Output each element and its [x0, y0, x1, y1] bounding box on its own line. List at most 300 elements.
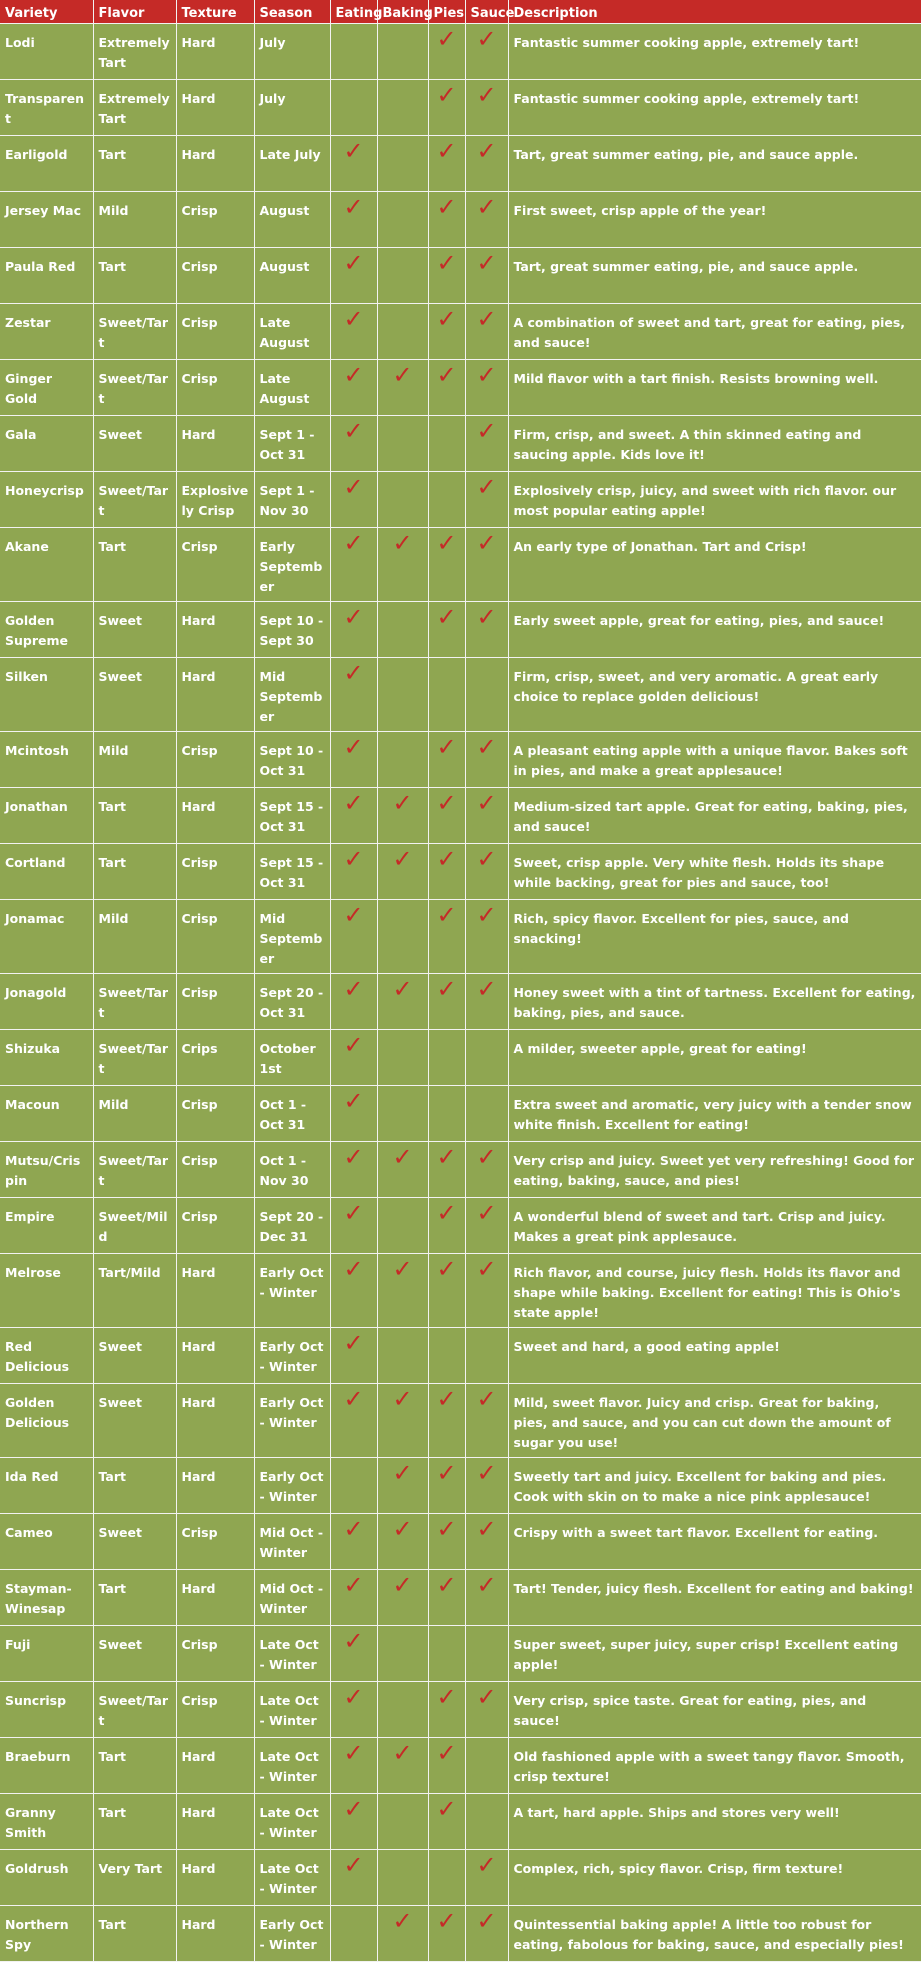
flavor-cell: Sweet/Mild — [93, 1197, 176, 1253]
pies-cell — [428, 1681, 465, 1737]
table-row — [0, 527, 921, 601]
table-row — [0, 787, 921, 843]
texture-cell: Crisp — [176, 191, 254, 247]
description-cell: Rich, spicy flavor. Excellent for pies, sauce, and snacking! — [508, 899, 921, 973]
pies-cell — [428, 1383, 465, 1457]
sauce-cell — [465, 79, 508, 135]
variety-cell: Golden Supreme — [0, 601, 93, 657]
flavor-cell: Tart — [93, 1457, 176, 1513]
variety-cell: Cameo — [0, 1513, 93, 1569]
texture-cell: Crisp — [176, 1197, 254, 1253]
baking-cell — [377, 1383, 428, 1457]
flavor-cell: Tart — [93, 787, 176, 843]
description-cell: Explosively crisp, juicy, and sweet with rich flavor. our most popular eating apple! — [508, 471, 921, 527]
checkmark-icon: ✓ — [476, 1906, 497, 1935]
checkmark-icon: ✓ — [476, 1254, 497, 1283]
checkmark-icon: ✓ — [343, 1142, 364, 1171]
pies-cell — [428, 1569, 465, 1625]
checkmark-icon: ✓ — [436, 974, 457, 1003]
season-cell: Mid Oct - Winter — [254, 1569, 330, 1625]
description-cell: Fantastic summer cooking apple, extremely tart! — [508, 23, 921, 79]
table-row — [0, 657, 921, 731]
checkmark-icon: ✓ — [343, 192, 364, 221]
table-row — [0, 79, 921, 135]
checkmark-icon: ✓ — [392, 1458, 413, 1487]
sauce-cell — [465, 731, 508, 787]
pies-cell — [428, 657, 465, 731]
description-cell: Honey sweet with a tint of tartness. Excellent for eating, baking, pies, and sauce. — [508, 973, 921, 1029]
texture-cell: Crisp — [176, 731, 254, 787]
checkmark-icon: ✓ — [392, 360, 413, 389]
description-cell: Fantastic summer cooking apple, extremely tart! — [508, 79, 921, 135]
eating-cell — [330, 1737, 377, 1793]
flavor-cell: Sweet/Tart — [93, 1141, 176, 1197]
table-row — [0, 191, 921, 247]
checkmark-icon: ✓ — [392, 788, 413, 817]
description-cell: Sweetly tart and juicy. Excellent for baking and pies. Cook with skin on to make a nice pink applesauce! — [508, 1457, 921, 1513]
baking-cell — [377, 1029, 428, 1085]
checkmark-icon: ✓ — [343, 844, 364, 873]
checkmark-icon: ✓ — [476, 24, 497, 53]
eating-cell — [330, 601, 377, 657]
header-baking: Baking — [377, 0, 428, 23]
pies-cell — [428, 79, 465, 135]
checkmark-icon: ✓ — [476, 192, 497, 221]
baking-cell — [377, 899, 428, 973]
description-cell: Complex, rich, spicy flavor. Crisp, firm texture! — [508, 1849, 921, 1905]
description-cell: Mild flavor with a tart finish. Resists browning well. — [508, 359, 921, 415]
variety-cell: Earligold — [0, 135, 93, 191]
checkmark-icon: ✓ — [343, 1682, 364, 1711]
description-cell: A tart, hard apple. Ships and stores very well! — [508, 1793, 921, 1849]
sauce-cell — [465, 1327, 508, 1383]
texture-cell: Hard — [176, 1253, 254, 1327]
table-row — [0, 1849, 921, 1905]
season-cell: Late Oct - Winter — [254, 1793, 330, 1849]
sauce-cell — [465, 1383, 508, 1457]
table-row — [0, 359, 921, 415]
texture-cell: Crisp — [176, 247, 254, 303]
season-cell: July — [254, 79, 330, 135]
checkmark-icon: ✓ — [476, 1682, 497, 1711]
variety-cell: Macoun — [0, 1085, 93, 1141]
baking-cell — [377, 1681, 428, 1737]
baking-cell — [377, 1197, 428, 1253]
description-cell: Mild, sweet flavor. Juicy and crisp. Great for baking, pies, and sauce, and you can cut down the amount of sugar you use! — [508, 1383, 921, 1457]
sauce-cell — [465, 973, 508, 1029]
checkmark-icon: ✓ — [343, 1328, 364, 1357]
baking-cell — [377, 601, 428, 657]
description-cell: Very crisp and juicy. Sweet yet very refreshing! Good for eating, baking, sauce, and pies! — [508, 1141, 921, 1197]
season-cell: Early Oct - Winter — [254, 1253, 330, 1327]
texture-cell: Crisp — [176, 359, 254, 415]
flavor-cell: Sweet/Tart — [93, 1681, 176, 1737]
sauce-cell — [465, 1737, 508, 1793]
eating-cell — [330, 1197, 377, 1253]
sauce-cell — [465, 303, 508, 359]
eating-cell — [330, 79, 377, 135]
table-row — [0, 1253, 921, 1327]
table-row — [0, 471, 921, 527]
pies-cell — [428, 1457, 465, 1513]
pies-cell — [428, 359, 465, 415]
description-cell: A combination of sweet and tart, great for eating, pies, and sauce! — [508, 303, 921, 359]
table-row — [0, 1141, 921, 1197]
checkmark-icon: ✓ — [343, 1384, 364, 1413]
checkmark-icon: ✓ — [343, 1030, 364, 1059]
flavor-cell: Sweet/Tart — [93, 471, 176, 527]
checkmark-icon: ✓ — [436, 136, 457, 165]
checkmark-icon: ✓ — [476, 472, 497, 501]
variety-cell: Jersey Mac — [0, 191, 93, 247]
table-row — [0, 1029, 921, 1085]
season-cell: Mid Oct - Winter — [254, 1513, 330, 1569]
pies-cell — [428, 843, 465, 899]
table-row — [0, 303, 921, 359]
pies-cell — [428, 787, 465, 843]
season-cell: Sept 1 - Nov 30 — [254, 471, 330, 527]
table-row — [0, 1681, 921, 1737]
table-row — [0, 843, 921, 899]
variety-cell: Akane — [0, 527, 93, 601]
eating-cell — [330, 1327, 377, 1383]
checkmark-icon: ✓ — [436, 1738, 457, 1767]
sauce-cell — [465, 1681, 508, 1737]
flavor-cell: Mild — [93, 899, 176, 973]
pies-cell — [428, 1513, 465, 1569]
texture-cell: Crisp — [176, 1085, 254, 1141]
baking-cell — [377, 415, 428, 471]
baking-cell — [377, 1327, 428, 1383]
checkmark-icon: ✓ — [343, 900, 364, 929]
checkmark-icon: ✓ — [343, 304, 364, 333]
checkmark-icon: ✓ — [392, 974, 413, 1003]
pies-cell — [428, 1029, 465, 1085]
checkmark-icon: ✓ — [476, 732, 497, 761]
variety-cell: Stayman-Winesap — [0, 1569, 93, 1625]
eating-cell — [330, 1029, 377, 1085]
season-cell: Late Oct - Winter — [254, 1849, 330, 1905]
baking-cell — [377, 1085, 428, 1141]
description-cell: Tart, great summer eating, pie, and sauce apple. — [508, 247, 921, 303]
sauce-cell — [465, 899, 508, 973]
description-cell: Firm, crisp, and sweet. A thin skinned eating and saucing apple. Kids love it! — [508, 415, 921, 471]
flavor-cell: Mild — [93, 191, 176, 247]
checkmark-icon: ✓ — [436, 360, 457, 389]
checkmark-icon: ✓ — [343, 974, 364, 1003]
sauce-cell — [465, 1513, 508, 1569]
pies-cell — [428, 135, 465, 191]
checkmark-icon: ✓ — [343, 416, 364, 445]
checkmark-icon: ✓ — [343, 602, 364, 631]
checkmark-icon: ✓ — [343, 528, 364, 557]
baking-cell — [377, 843, 428, 899]
table-row — [0, 1197, 921, 1253]
description-cell: Crispy with a sweet tart flavor. Excellent for eating. — [508, 1513, 921, 1569]
season-cell: Oct 1 - Oct 31 — [254, 1085, 330, 1141]
checkmark-icon: ✓ — [436, 844, 457, 873]
checkmark-icon: ✓ — [343, 658, 364, 687]
header-description: Description — [508, 0, 921, 23]
table-row — [0, 899, 921, 973]
checkmark-icon: ✓ — [476, 1384, 497, 1413]
eating-cell — [330, 303, 377, 359]
description-cell: A wonderful blend of sweet and tart. Crisp and juicy. Makes a great pink applesauce. — [508, 1197, 921, 1253]
checkmark-icon: ✓ — [343, 1086, 364, 1115]
flavor-cell: Sweet — [93, 1625, 176, 1681]
eating-cell — [330, 1569, 377, 1625]
checkmark-icon: ✓ — [392, 1514, 413, 1543]
baking-cell — [377, 1737, 428, 1793]
variety-cell: Fuji — [0, 1625, 93, 1681]
pies-cell — [428, 527, 465, 601]
pies-cell — [428, 731, 465, 787]
checkmark-icon: ✓ — [392, 1384, 413, 1413]
pies-cell — [428, 191, 465, 247]
variety-cell: Cortland — [0, 843, 93, 899]
checkmark-icon: ✓ — [343, 248, 364, 277]
flavor-cell: Tart — [93, 247, 176, 303]
season-cell: Early Oct - Winter — [254, 1905, 330, 1961]
season-cell: Late August — [254, 359, 330, 415]
eating-cell — [330, 247, 377, 303]
baking-cell — [377, 135, 428, 191]
baking-cell — [377, 1141, 428, 1197]
checkmark-icon: ✓ — [476, 974, 497, 1003]
eating-cell — [330, 191, 377, 247]
baking-cell — [377, 23, 428, 79]
season-cell: Late Oct - Winter — [254, 1737, 330, 1793]
baking-cell — [377, 1513, 428, 1569]
texture-cell: Crisp — [176, 303, 254, 359]
baking-cell — [377, 247, 428, 303]
pies-cell — [428, 1197, 465, 1253]
texture-cell: Hard — [176, 1383, 254, 1457]
pies-cell — [428, 471, 465, 527]
eating-cell — [330, 1513, 377, 1569]
eating-cell — [330, 527, 377, 601]
checkmark-icon: ✓ — [476, 304, 497, 333]
eating-cell — [330, 787, 377, 843]
checkmark-icon: ✓ — [436, 1142, 457, 1171]
header-sauce: Sauce — [465, 0, 508, 23]
checkmark-icon: ✓ — [476, 1850, 497, 1879]
season-cell: Sept 15 - Oct 31 — [254, 843, 330, 899]
description-cell: Firm, crisp, sweet, and very aromatic. A great early choice to replace golden delicious! — [508, 657, 921, 731]
flavor-cell: Sweet — [93, 1383, 176, 1457]
description-cell: Tart, great summer eating, pie, and sauce apple. — [508, 135, 921, 191]
pies-cell — [428, 303, 465, 359]
season-cell: Mid September — [254, 899, 330, 973]
checkmark-icon: ✓ — [476, 80, 497, 109]
description-cell: Very crisp, spice taste. Great for eating, pies, and sauce! — [508, 1681, 921, 1737]
checkmark-icon: ✓ — [436, 1254, 457, 1283]
texture-cell: Explosively Crisp — [176, 471, 254, 527]
sauce-cell — [465, 135, 508, 191]
season-cell: Mid September — [254, 657, 330, 731]
header-texture: Texture — [176, 0, 254, 23]
header-flavor: Flavor — [93, 0, 176, 23]
sauce-cell — [465, 471, 508, 527]
checkmark-icon: ✓ — [476, 360, 497, 389]
pies-cell — [428, 1253, 465, 1327]
variety-cell: Granny Smith — [0, 1793, 93, 1849]
season-cell: Sept 20 - Oct 31 — [254, 973, 330, 1029]
sauce-cell — [465, 415, 508, 471]
sauce-cell — [465, 359, 508, 415]
description-cell: Medium-sized tart apple. Great for eating, baking, pies, and sauce! — [508, 787, 921, 843]
flavor-cell: Sweet — [93, 415, 176, 471]
pies-cell — [428, 1737, 465, 1793]
variety-cell: Suncrisp — [0, 1681, 93, 1737]
eating-cell — [330, 899, 377, 973]
season-cell: Early September — [254, 527, 330, 601]
pies-cell — [428, 1849, 465, 1905]
variety-cell: Silken — [0, 657, 93, 731]
flavor-cell: Tart — [93, 1793, 176, 1849]
flavor-cell: Tart — [93, 1905, 176, 1961]
flavor-cell: Sweet — [93, 601, 176, 657]
checkmark-icon: ✓ — [343, 1514, 364, 1543]
table-body — [0, 23, 921, 1961]
baking-cell — [377, 527, 428, 601]
eating-cell — [330, 1905, 377, 1961]
eating-cell — [330, 1383, 377, 1457]
texture-cell: Hard — [176, 1905, 254, 1961]
variety-cell: Honeycrisp — [0, 471, 93, 527]
table-row — [0, 247, 921, 303]
flavor-cell: Tart/Mild — [93, 1253, 176, 1327]
texture-cell: Hard — [176, 787, 254, 843]
baking-cell — [377, 1569, 428, 1625]
sauce-cell — [465, 1905, 508, 1961]
description-cell: Rich flavor, and course, juicy flesh. Holds its flavor and shape while baking. Excellent for eating! This is Ohio's state apple! — [508, 1253, 921, 1327]
variety-cell: Red Delicious — [0, 1327, 93, 1383]
season-cell: August — [254, 247, 330, 303]
description-cell: Quintessential baking apple! A little too robust for eating, fabolous for baking, sauce, and especially pies! — [508, 1905, 921, 1961]
season-cell: Late August — [254, 303, 330, 359]
description-cell: A milder, sweeter apple, great for eating! — [508, 1029, 921, 1085]
variety-cell: Ida Red — [0, 1457, 93, 1513]
season-cell: Sept 10 - Oct 31 — [254, 731, 330, 787]
table-row — [0, 1625, 921, 1681]
texture-cell: Hard — [176, 657, 254, 731]
texture-cell: Crips — [176, 1029, 254, 1085]
sauce-cell — [465, 787, 508, 843]
flavor-cell: Mild — [93, 731, 176, 787]
texture-cell: Crisp — [176, 1141, 254, 1197]
header-eating: Eating — [330, 0, 377, 23]
checkmark-icon: ✓ — [436, 24, 457, 53]
pies-cell — [428, 23, 465, 79]
baking-cell — [377, 191, 428, 247]
description-cell: First sweet, crisp apple of the year! — [508, 191, 921, 247]
table-row — [0, 135, 921, 191]
baking-cell — [377, 359, 428, 415]
pies-cell — [428, 601, 465, 657]
variety-cell: Lodi — [0, 23, 93, 79]
season-cell: Late Oct - Winter — [254, 1681, 330, 1737]
flavor-cell: Sweet/Tart — [93, 1029, 176, 1085]
variety-cell: Jonamac — [0, 899, 93, 973]
season-cell: Sept 15 - Oct 31 — [254, 787, 330, 843]
checkmark-icon: ✓ — [436, 732, 457, 761]
checkmark-icon: ✓ — [343, 472, 364, 501]
season-cell: Sept 10 - Sept 30 — [254, 601, 330, 657]
checkmark-icon: ✓ — [476, 136, 497, 165]
table-row — [0, 1513, 921, 1569]
baking-cell — [377, 731, 428, 787]
variety-cell: Mutsu/Crispin — [0, 1141, 93, 1197]
checkmark-icon: ✓ — [476, 844, 497, 873]
eating-cell — [330, 1141, 377, 1197]
texture-cell: Hard — [176, 1569, 254, 1625]
checkmark-icon: ✓ — [343, 788, 364, 817]
checkmark-icon: ✓ — [436, 528, 457, 557]
baking-cell — [377, 657, 428, 731]
checkmark-icon: ✓ — [436, 1794, 457, 1823]
checkmark-icon: ✓ — [436, 1570, 457, 1599]
checkmark-icon: ✓ — [343, 1198, 364, 1227]
baking-cell — [377, 79, 428, 135]
table-row — [0, 1569, 921, 1625]
eating-cell — [330, 731, 377, 787]
eating-cell — [330, 23, 377, 79]
checkmark-icon: ✓ — [392, 528, 413, 557]
header-season: Season — [254, 0, 330, 23]
checkmark-icon: ✓ — [436, 1514, 457, 1543]
sauce-cell — [465, 1141, 508, 1197]
eating-cell — [330, 415, 377, 471]
baking-cell — [377, 973, 428, 1029]
texture-cell: Hard — [176, 23, 254, 79]
baking-cell — [377, 1625, 428, 1681]
texture-cell: Hard — [176, 79, 254, 135]
season-cell: August — [254, 191, 330, 247]
sauce-cell — [465, 527, 508, 601]
checkmark-icon: ✓ — [392, 1142, 413, 1171]
description-cell: An early type of Jonathan. Tart and Crisp! — [508, 527, 921, 601]
pies-cell — [428, 1085, 465, 1141]
eating-cell — [330, 1457, 377, 1513]
checkmark-icon: ✓ — [343, 1570, 364, 1599]
variety-cell: Braeburn — [0, 1737, 93, 1793]
checkmark-icon: ✓ — [392, 1906, 413, 1935]
pies-cell — [428, 415, 465, 471]
checkmark-icon: ✓ — [392, 1254, 413, 1283]
table-row — [0, 1383, 921, 1457]
eating-cell — [330, 1085, 377, 1141]
eating-cell — [330, 471, 377, 527]
table-row — [0, 415, 921, 471]
variety-cell: Mcintosh — [0, 731, 93, 787]
flavor-cell: Sweet/Tart — [93, 303, 176, 359]
flavor-cell: Tart — [93, 843, 176, 899]
variety-cell: Paula Red — [0, 247, 93, 303]
checkmark-icon: ✓ — [476, 900, 497, 929]
baking-cell — [377, 471, 428, 527]
variety-cell: Jonagold — [0, 973, 93, 1029]
checkmark-icon: ✓ — [476, 788, 497, 817]
variety-cell: Golden Delicious — [0, 1383, 93, 1457]
description-cell: Old fashioned apple with a sweet tangy flavor. Smooth, crisp texture! — [508, 1737, 921, 1793]
sauce-cell — [465, 1569, 508, 1625]
texture-cell: Hard — [176, 1737, 254, 1793]
checkmark-icon: ✓ — [436, 602, 457, 631]
eating-cell — [330, 135, 377, 191]
texture-cell: Hard — [176, 1327, 254, 1383]
checkmark-icon: ✓ — [436, 1906, 457, 1935]
